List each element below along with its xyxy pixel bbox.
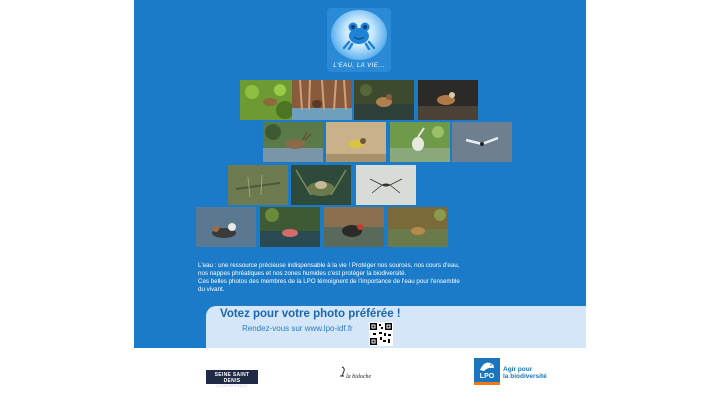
photo-coot[interactable] — [260, 207, 320, 247]
seine-saint-denis-logo[interactable] — [206, 370, 258, 388]
photo-deer[interactable] — [263, 122, 323, 162]
caption-line-4: du vivant. — [198, 286, 225, 293]
lpo-tagline-1: Agir pour — [503, 366, 533, 373]
photo-frog[interactable] — [240, 80, 300, 120]
photo-dragonfly[interactable] — [228, 165, 288, 205]
frog-icon — [343, 20, 375, 50]
photo-moorhen[interactable] — [324, 207, 384, 247]
photo-grebe[interactable] — [196, 207, 256, 247]
partner1-line2: LE DÉPARTEMENT — [216, 384, 248, 388]
photo-duckling[interactable] — [388, 207, 448, 247]
photo-water-strider[interactable] — [356, 165, 416, 205]
lpo-tagline-2: la biodiversité — [503, 373, 547, 380]
photo-tern[interactable] — [452, 122, 512, 162]
lpo-badge[interactable] — [474, 358, 500, 385]
lpo-tagline — [503, 366, 563, 380]
partner2-text: la bidoche — [346, 374, 372, 380]
photo-waterbird[interactable] — [354, 80, 414, 120]
poster — [134, 0, 586, 348]
photo-reeds[interactable] — [292, 80, 352, 120]
photo-heron[interactable] — [390, 122, 450, 162]
qr-code-icon[interactable] — [369, 322, 393, 346]
photo-wagtail[interactable] — [326, 122, 386, 162]
photo-grebe-nest[interactable] — [291, 165, 351, 205]
bird-icon — [474, 358, 500, 374]
partner1-line1: SEINE SAINT DENIS — [214, 372, 250, 384]
photo-bird[interactable] — [418, 80, 478, 120]
vote-banner — [206, 306, 586, 348]
frog-logo — [327, 8, 391, 72]
caption-line-1: L'eau : une ressource précieuse indispensable à la vie ! Protéger nos sources, nos cours d'eau, — [198, 262, 460, 269]
partner2-logo[interactable] — [336, 366, 372, 386]
vote-title: Votez pour votre photo préférée ! — [220, 308, 401, 320]
caption-line-3: Ces belles photos des membres de la LPO témoignent de l'importance de l'eau pour l'ensemble — [198, 278, 460, 285]
vote-link[interactable]: Rendez-vous sur www.lpo-idf.fr — [242, 324, 353, 333]
lpo-badge-text: LPO — [479, 373, 495, 380]
caption-text — [198, 262, 518, 294]
caption-line-2: nos nappes phréatiques et nos zones humides c'est protéger la biodiversité. — [198, 270, 407, 277]
logo-tagline: L'EAU, LA VIE... — [333, 63, 385, 69]
